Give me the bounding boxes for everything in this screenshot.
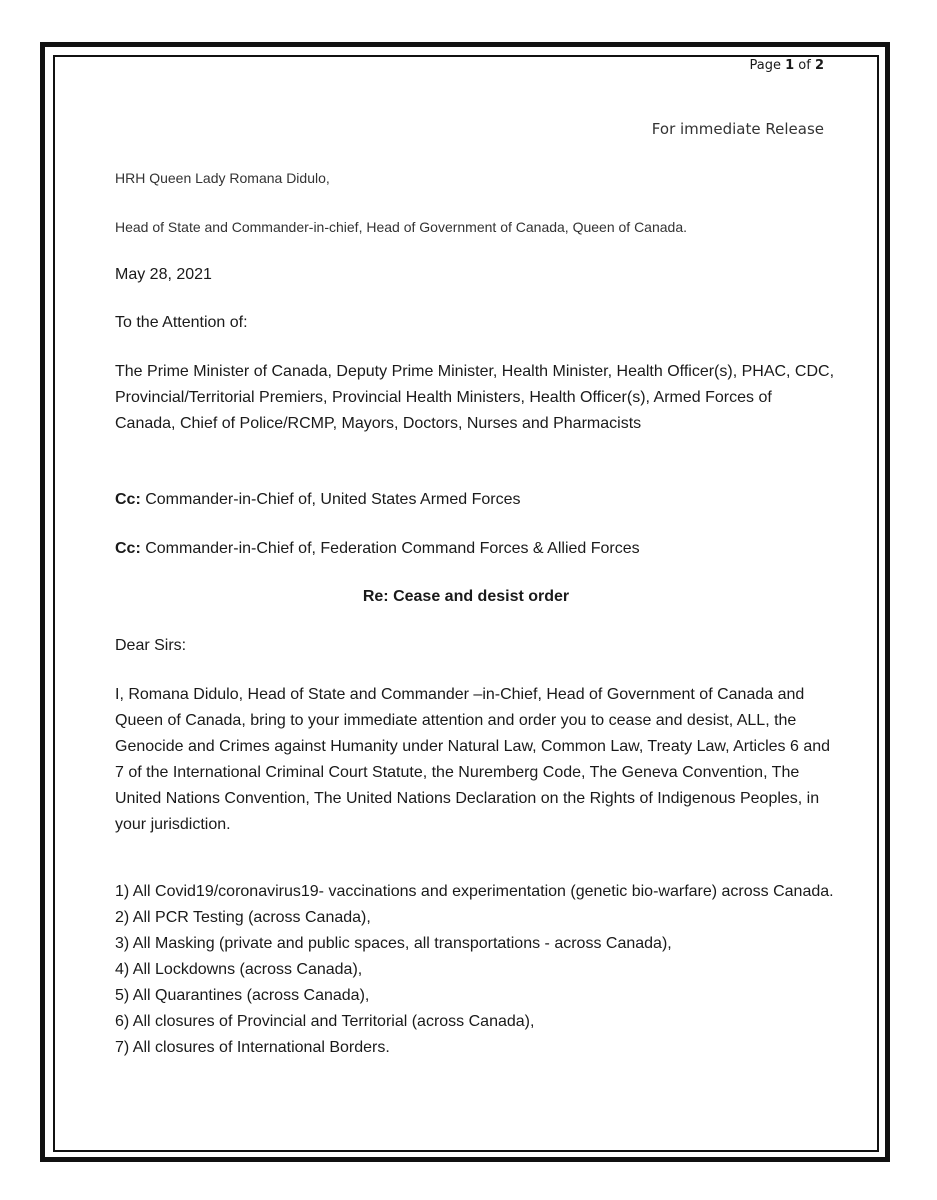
cc-label: Cc: <box>115 491 141 508</box>
cc-label: Cc: <box>115 540 141 557</box>
list-item: 2) All PCR Testing (across Canada), <box>115 909 371 926</box>
list-item: 6) All closures of Provincial and Territorial (across Canada), <box>115 1013 535 1030</box>
recipients-paragraph: The Prime Minister of Canada, Deputy Prime Minister, Health Minister, Health Officer(s), PHAC, CDC, Provincial/Territorial Premiers, Provincial Health Ministers, Health Officer(s), Armed Forces of Canada, Chief of Police/RCMP, Mayors, Doctors, Nurses and Pharmacists <box>115 363 835 432</box>
cc-text: Commander-in-Chief of, Federation Command Forces & Allied Forces <box>140 540 640 557</box>
page-number <box>750 58 825 73</box>
list-item: 5) All Quarantines (across Canada), <box>115 987 370 1004</box>
sender-name: HRH Queen Lady Romana Didulo, <box>115 170 330 186</box>
attention-label: To the Attention of: <box>115 314 248 331</box>
release-notice: For immediate Release <box>651 120 824 138</box>
cc-text: Commander-in-Chief of, United States Armed Forces <box>140 491 521 508</box>
page-current: 1 <box>785 58 795 73</box>
cc-line-2 <box>115 540 640 558</box>
page-total: 2 <box>814 58 824 73</box>
page-sep: of <box>794 58 815 73</box>
sender-title: Head of State and Commander-in-chief, Head of Government of Canada, Queen of Canada. <box>115 219 688 235</box>
cc-line-1 <box>115 491 520 509</box>
list-item: 1) All Covid19/coronavirus19- vaccinations and experimentation (genetic bio-warfare) across Canada. <box>115 883 834 900</box>
salutation: Dear Sirs: <box>115 637 187 654</box>
list-item: 3) All Masking (private and public spaces, all transportations - across Canada), <box>115 935 672 952</box>
list-item: 4) All Lockdowns (across Canada), <box>115 961 363 978</box>
subject-line: Re: Cease and desist order <box>362 588 570 605</box>
list-item: 7) All closures of International Borders. <box>115 1039 390 1056</box>
page-prefix: Page <box>749 58 786 73</box>
orders-list <box>115 879 835 1061</box>
letter-date: May 28, 2021 <box>115 266 212 283</box>
body-paragraph: I, Romana Didulo, Head of State and Commander –in-Chief, Head of Government of Canada and Queen of Canada, bring to your immediate attention and order you to cease and desist, ALL, the Genocide and Crimes against Humanity under Natural Law, Common Law, Treaty Law, Articles 6 and 7 of the International Criminal Court Statute, the Nuremberg Code, The Geneva Convention, The United Nations Convention, The United Nations Declaration on the Rights of Indigenous Peoples, in your jurisdiction. <box>115 686 831 833</box>
